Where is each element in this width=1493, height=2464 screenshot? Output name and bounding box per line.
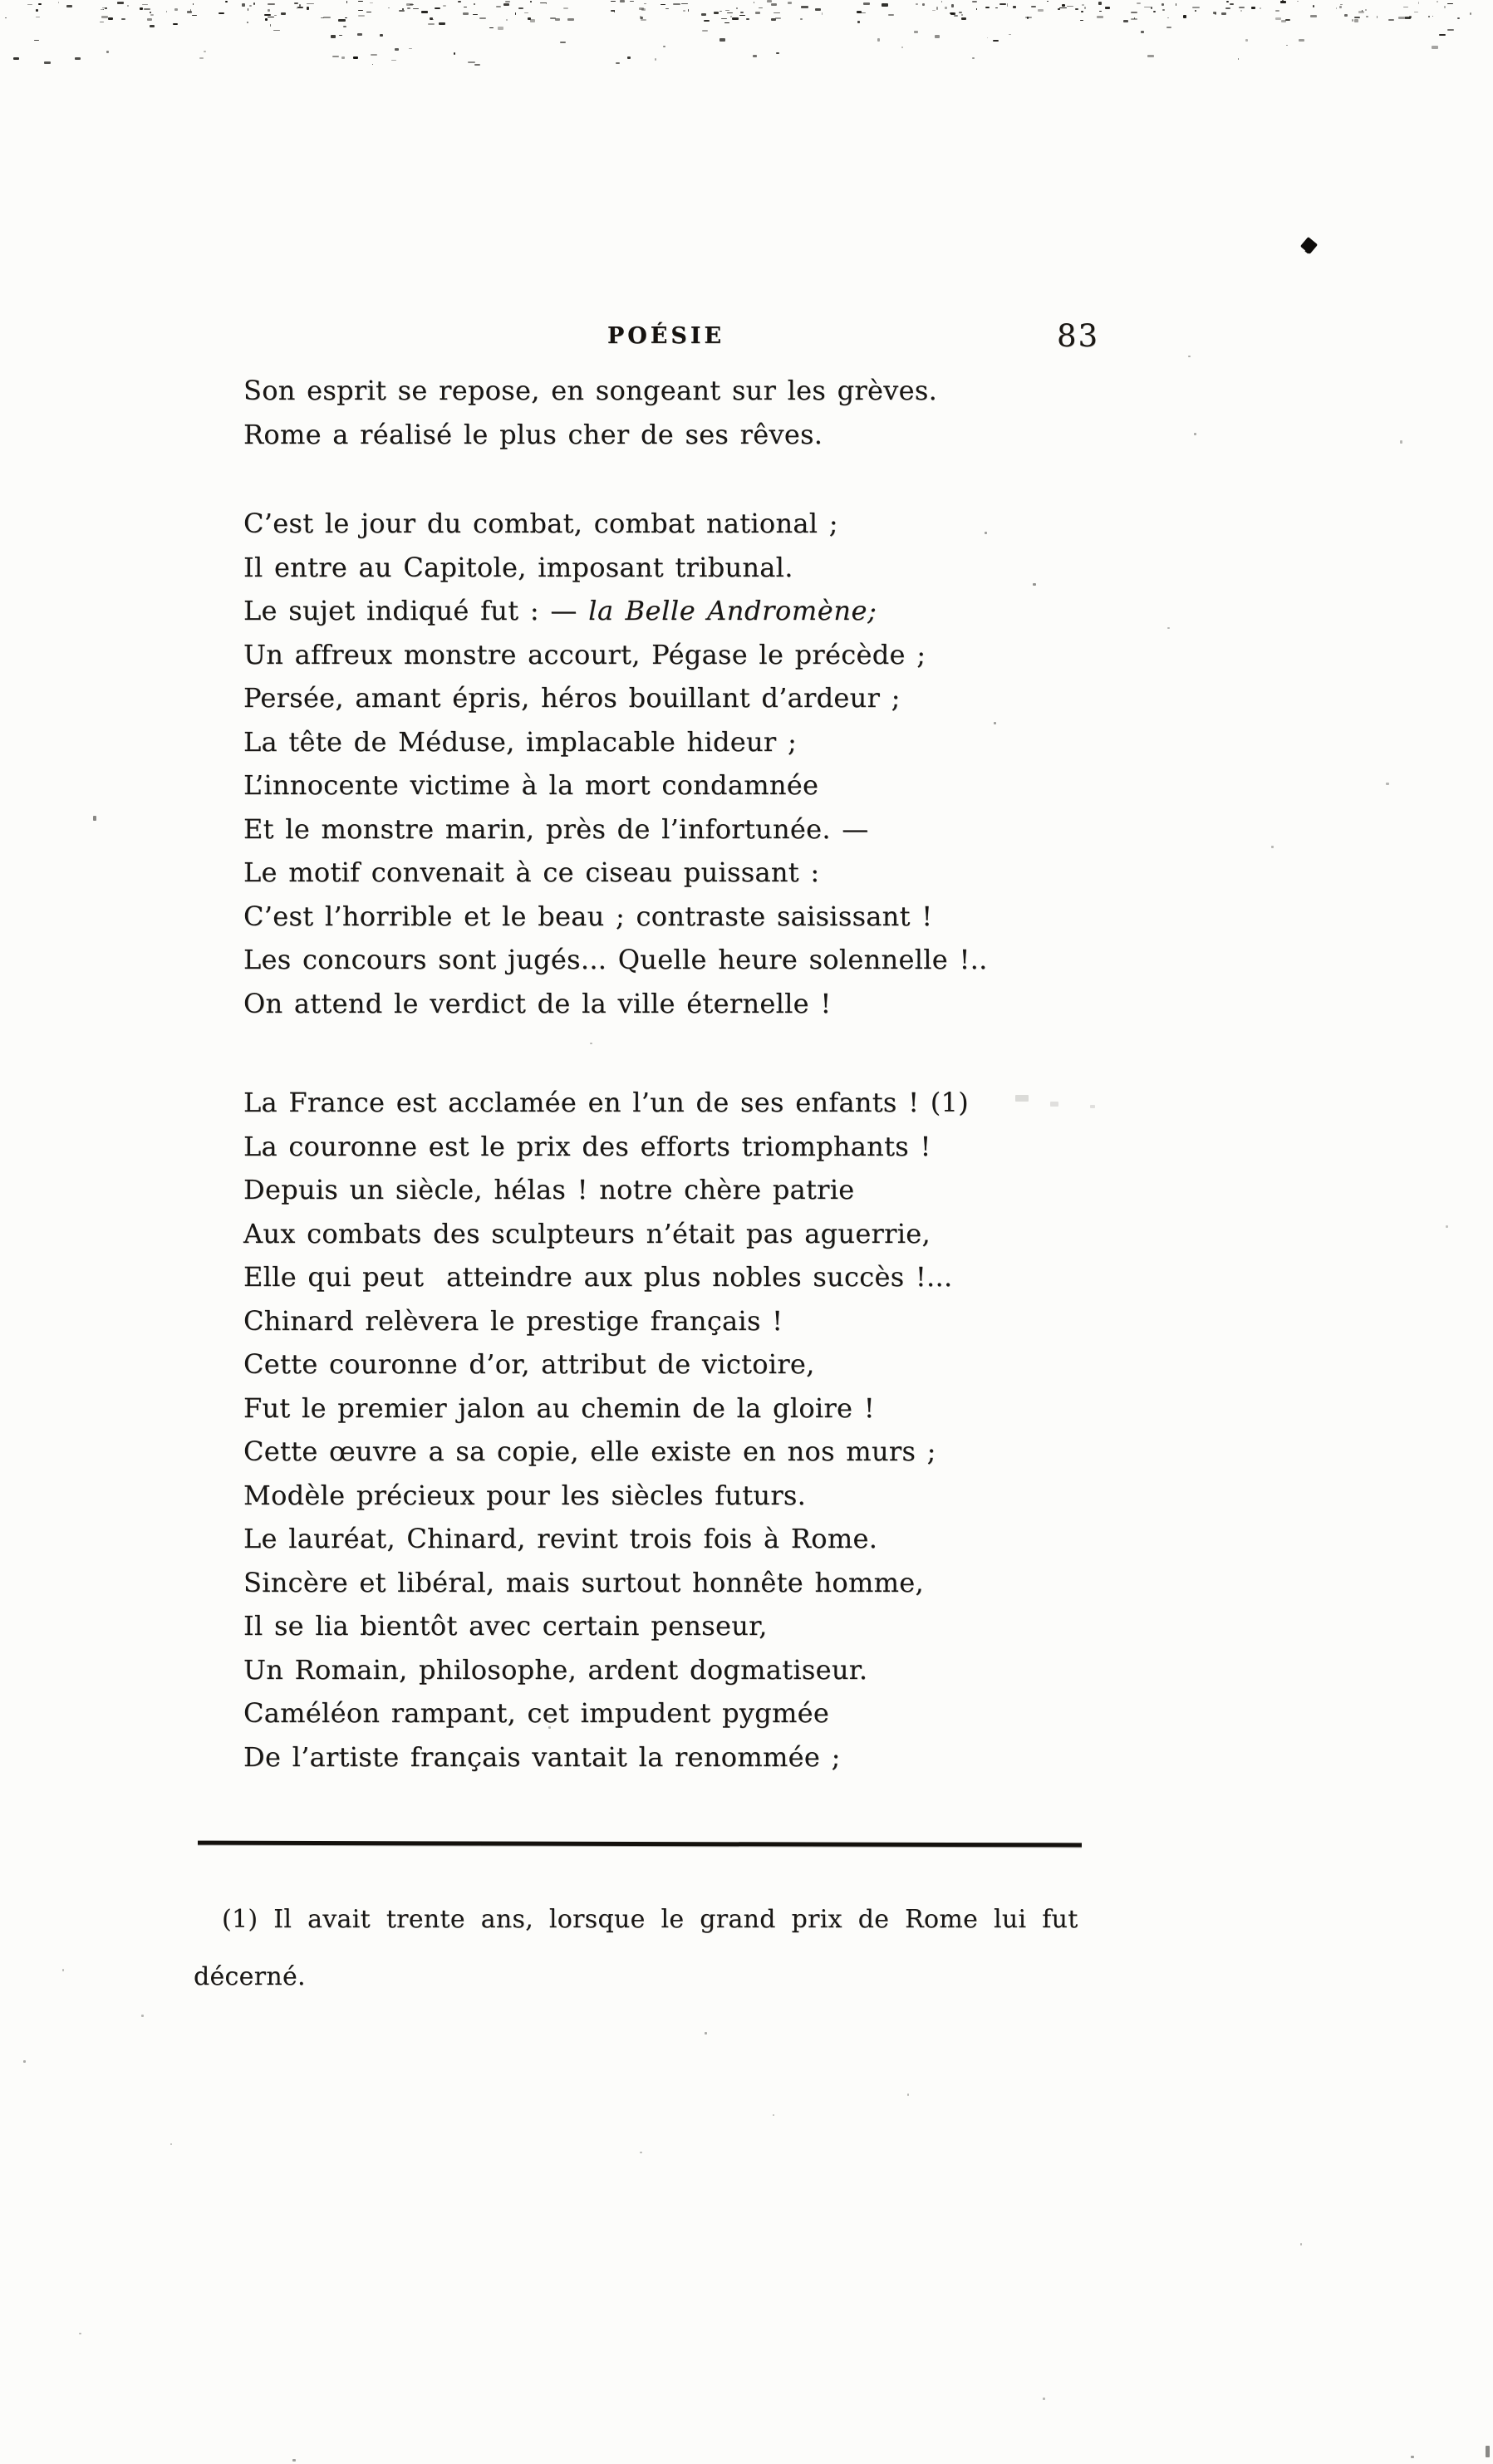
poem-line: Et le monstre marin, près de l’infortunée. — xyxy=(243,812,869,845)
poem-line: Elle qui peut atteindre aux plus nobles succès !... xyxy=(243,1261,953,1293)
poem-line: La tête de Méduse, implacable hideur ; xyxy=(243,725,798,758)
stanza xyxy=(243,369,1199,456)
footnote-rule xyxy=(198,1841,1082,1848)
poem-line: Fut le premier jalon au chemin de la gloire ! xyxy=(243,1392,875,1424)
running-header xyxy=(243,323,1088,349)
footnote-line: décerné. xyxy=(194,1962,306,1991)
poem-line: La couronne est le prix des efforts triomphants ! xyxy=(243,1130,931,1162)
poem-line: Le sujet indiqué fut : — la Belle Andromène; xyxy=(243,595,877,626)
page-number: 83 xyxy=(1057,318,1100,354)
poem-line: Caméléon rampant, cet impudent pygmée xyxy=(243,1697,830,1729)
poem-line: Persée, amant épris, héros bouillant d’ardeur ; xyxy=(243,682,901,714)
poem-line: Il entre au Capitole, imposant tribunal. xyxy=(243,551,793,583)
poem-line: Chinard relèvera le prestige français ! xyxy=(243,1304,783,1337)
poem-line: Sincère et libéral, mais surtout honnête homme, xyxy=(243,1566,924,1598)
stanza xyxy=(243,1081,1199,1779)
poem-line: On attend le verdict de la ville éternelle ! xyxy=(243,987,832,1019)
poem-line: De l’artiste français vantait la renommée ; xyxy=(243,1740,841,1773)
poem-line: Aux combats des sculpteurs n’était pas aguerrie, xyxy=(243,1217,931,1249)
poem xyxy=(243,369,1199,1779)
scan-noise-band xyxy=(0,0,1493,75)
poem-line: Un Romain, philosophe, ardent dogmatiseur. xyxy=(243,1653,868,1686)
poem-line: Cette couronne d’or, attribut de victoire, xyxy=(243,1348,815,1380)
poem-line: Les concours sont jugés... Quelle heure solennelle !.. xyxy=(243,944,988,975)
poem-line: Cette œuvre a sa copie, elle existe en nos murs ; xyxy=(243,1436,936,1467)
poem-line: Modèle précieux pour les siècles futurs. xyxy=(243,1479,807,1511)
poem-line: La France est acclamée en l’un de ses enfants ! (1) xyxy=(243,1087,969,1118)
stanza xyxy=(243,502,1199,1025)
poem-line: Il se lia bientôt avec certain penseur, xyxy=(243,1610,768,1642)
footnote-line: (1) Il avait trente ans, lorsque le grand prix de Rome lui fut xyxy=(222,1905,1078,1934)
footnote xyxy=(194,1891,1107,2005)
poem-line: Depuis un siècle, hélas ! notre chère patrie xyxy=(243,1174,855,1205)
poem-line: Le motif convenait à ce ciseau puissant : xyxy=(243,857,820,888)
page-title: POÉSIE xyxy=(607,323,725,349)
poem-line: C’est le jour du combat, combat national ; xyxy=(243,508,838,539)
poem-line: Son esprit se repose, en songeant sur les grèves. xyxy=(243,375,938,406)
ink-blot-diamond xyxy=(1300,237,1318,254)
poem-line: Un affreux monstre accourt, Pégase le précède ; xyxy=(243,638,926,670)
poem-line: C’est l’horrible et le beau ; contraste saisissant ! xyxy=(243,900,933,932)
poem-line: L’innocente victime à la mort condamnée xyxy=(243,769,819,801)
poem-line: Rome a réalisé le plus cher de ses rêves. xyxy=(243,418,823,450)
poem-line: Le lauréat, Chinard, revint trois fois à Rome. xyxy=(243,1523,878,1554)
